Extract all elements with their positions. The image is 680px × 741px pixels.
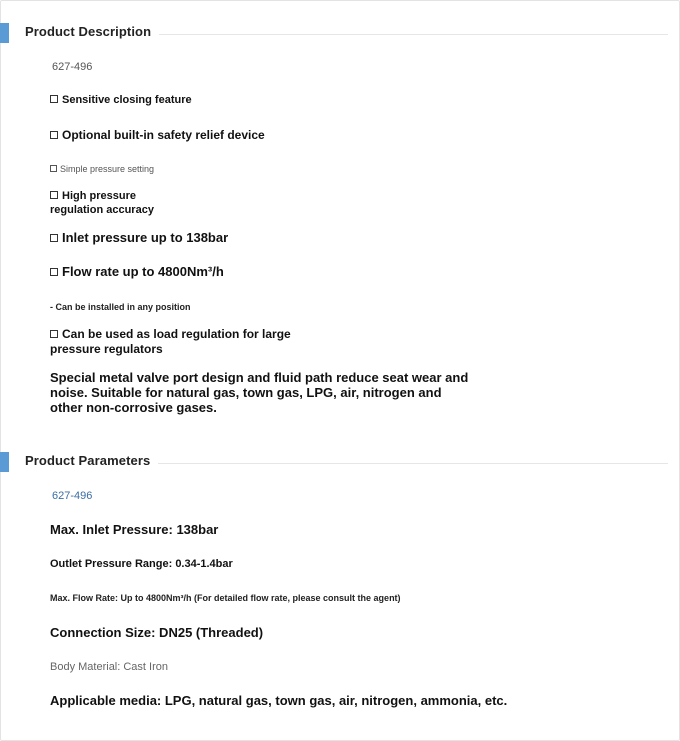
feature-item	[50, 94, 192, 108]
section-title: Product Parameters	[25, 453, 158, 468]
section-accent-bar	[0, 23, 9, 43]
section-title: Product Description	[25, 24, 159, 39]
description-paragraph	[50, 370, 468, 415]
parameter-item: Max. Inlet Pressure: 138bar	[50, 522, 219, 537]
checkbox-icon	[50, 95, 58, 103]
feature-item	[50, 264, 224, 280]
parameter-item: Connection Size: DN25 (Threaded)	[50, 625, 264, 640]
checkbox-icon	[50, 268, 58, 276]
section-header-parameters	[0, 452, 668, 472]
checkbox-icon	[50, 165, 57, 172]
feature-label: Can be used as load regulation for large	[62, 327, 291, 341]
feature-continuation: pressure regulators	[50, 342, 163, 356]
paragraph-line: other non-corrosive gases.	[50, 400, 217, 415]
checkbox-icon	[50, 131, 58, 139]
parameter-item: Applicable media: LPG, natural gas, town gas, air, nitrogen, ammonia, etc.	[50, 693, 508, 708]
checkbox-icon	[50, 330, 58, 338]
feature-item	[50, 327, 291, 342]
feature-label: Simple pressure setting	[60, 164, 155, 174]
paragraph-line: noise. Suitable for natural gas, town gas, LPG, air, nitrogen and	[50, 385, 442, 400]
feature-item	[50, 128, 265, 143]
parameter-code: 627-496	[52, 490, 93, 502]
checkbox-icon	[50, 234, 58, 242]
feature-label: High pressure	[62, 190, 136, 202]
feature-item	[50, 190, 136, 204]
feature-item: - Can be installed in any position	[50, 302, 191, 312]
feature-item	[50, 230, 228, 246]
parameter-item: Body Material: Cast Iron	[50, 661, 168, 673]
section-header-description	[0, 23, 668, 43]
parameter-item: Outlet Pressure Range: 0.34-1.4bar	[50, 558, 233, 570]
feature-label: Optional built-in safety relief device	[62, 128, 265, 142]
checkbox-icon	[50, 191, 58, 199]
section-accent-bar	[0, 452, 9, 472]
paragraph-line: Special metal valve port design and fluid path reduce seat wear and	[50, 370, 469, 385]
feature-item	[50, 164, 154, 175]
feature-continuation: regulation accuracy	[50, 204, 154, 216]
feature-label: Inlet pressure up to 138bar	[62, 230, 229, 245]
feature-label: Flow rate up to 4800Nm³/h	[62, 264, 224, 279]
feature-label: Sensitive closing feature	[62, 94, 192, 106]
parameter-item: Max. Flow Rate: Up to 4800Nm³/h (For detailed flow rate, please consult the agent)	[50, 593, 401, 603]
product-code: 627-496	[52, 61, 93, 73]
